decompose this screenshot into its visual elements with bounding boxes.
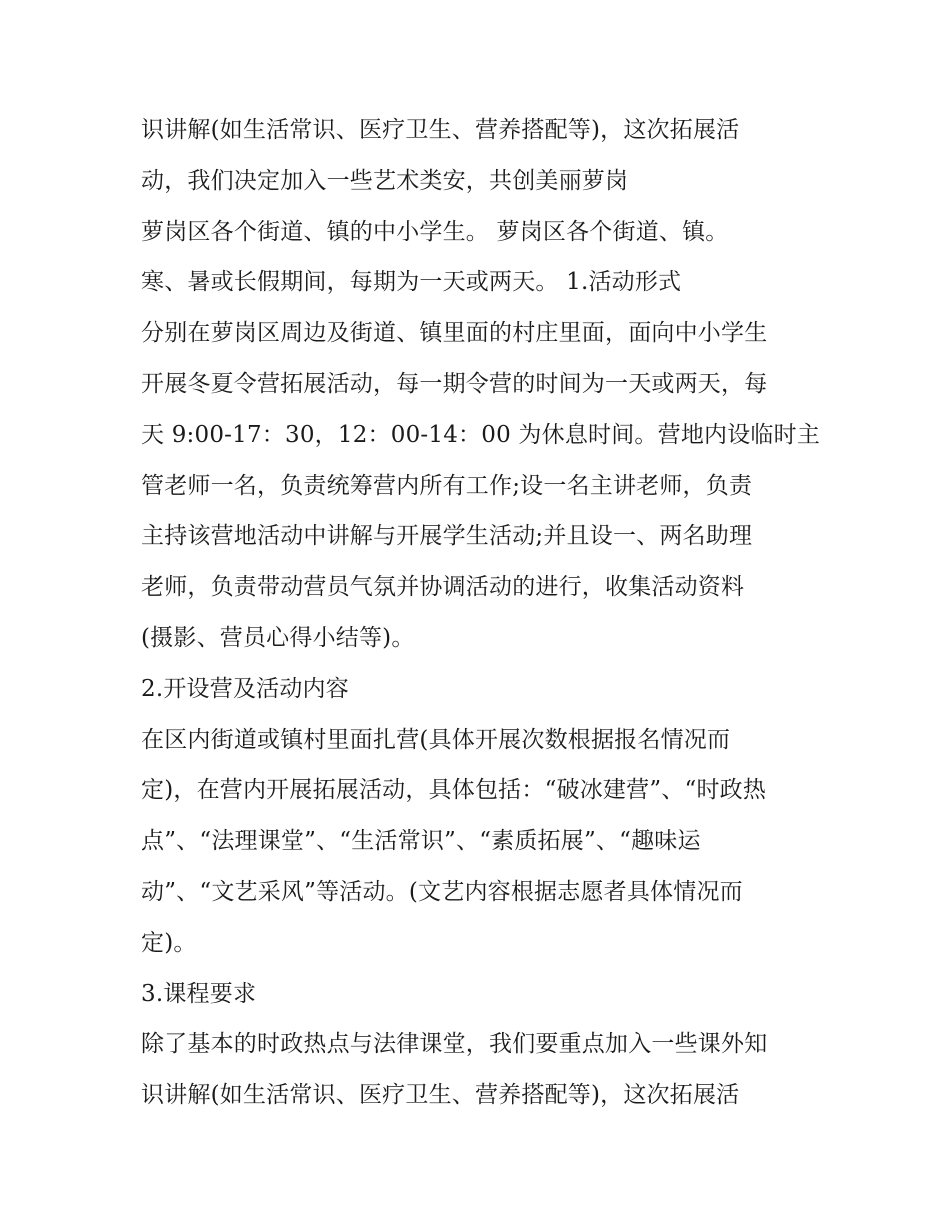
text-line: 动”、“文艺采风”等活动。(文艺内容根据志愿者具体情况而 — [141, 878, 743, 905]
text-line: 分别在萝岗区周边及街道、镇里面的村庄里面，面向中小学生 — [141, 320, 768, 347]
section-heading: 2.开设营及活动内容 — [141, 675, 349, 702]
text-line: (摄影、营员心得小结等)。 — [141, 624, 415, 651]
section-heading: 3.课程要求 — [141, 980, 257, 1007]
text-line: 除了基本的时政热点与法律课堂，我们要重点加入一些课外知 — [141, 1031, 768, 1058]
text-line: 萝岗区各个街道、镇的中小学生。 萝岗区各个街道、镇。 — [141, 218, 729, 245]
text-line: 点”、“法理课堂”、“生活常识”、“素质拓展”、“趣味运 — [141, 828, 701, 855]
text-line: 在区内街道或镇村里面扎营(具体开展次数根据报名情况而 — [141, 726, 731, 753]
text-line: 定)，在营内开展拓展活动，具体包括：“破冰建营”、“时政热 — [141, 777, 767, 804]
text-line: 动，我们决定加入一些艺术类安，共创美丽萝岗 — [141, 167, 629, 194]
text-line: 寒、暑或长假期间，每期为一天或两天。 1.活动形式 — [141, 269, 682, 296]
text-line: 老师，负责带动营员气氛并协调活动的进行，收集活动资料 — [141, 574, 745, 601]
text-line: 识讲解(如生活常识、医疗卫生、营养搭配等)，这次拓展活 — [141, 1082, 740, 1109]
document-body — [141, 105, 831, 1121]
text-line: 识讲解(如生活常识、医疗卫生、营养搭配等)，这次拓展活 — [141, 117, 740, 143]
text-line: 管老师一名，负责统筹营内所有工作;设一名主讲老师，负责 — [141, 472, 753, 499]
text-line: 开展冬夏令营拓展活动，每一期令营的时间为一天或两天，每 — [141, 370, 768, 397]
text-line: 天 9:00-17：30，12：00-14：00 为休息时间。营地内设临时主 — [141, 421, 821, 448]
text-line: 主持该营地活动中讲解与开展学生活动;并且设一、两名助理 — [141, 523, 753, 550]
text-line: 定)。 — [141, 929, 197, 956]
